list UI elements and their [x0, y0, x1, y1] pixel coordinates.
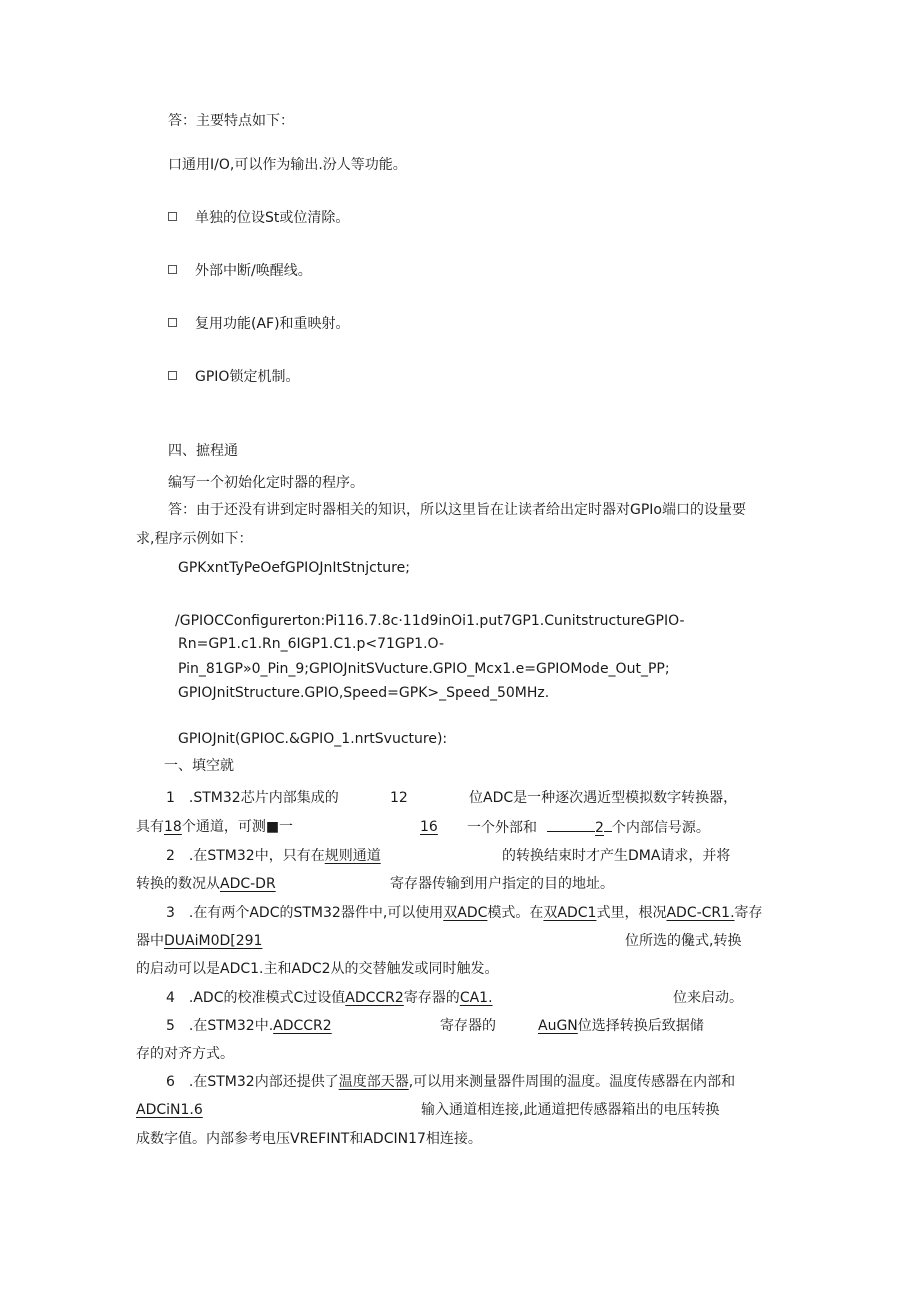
question-text: 成数字值。内部参考电压VREFINT和ADCIN17相连接。 [136, 1131, 482, 1147]
question-text: 位所选的儳式,转换 [625, 933, 742, 949]
bullet-item: GPIO锁定机制。 [168, 367, 299, 387]
question-text: 一个外部和 2 个内部信号源。 [467, 817, 710, 838]
code-line: GPIOJnit(GPIOC.&GPIO_1.nrtSvucture): [178, 731, 448, 747]
answer-value: 2 [595, 820, 604, 836]
answer-value: DUAiM0D[291 [164, 933, 263, 949]
answer-value: 温度部天器 [338, 1074, 409, 1090]
answer-heading: 答：主要特点如下： [168, 113, 294, 129]
question-text: 寄存器的 [440, 1018, 496, 1034]
question-text [136, 1100, 203, 1120]
question-text: 寄存器传输到用户指定的目的地址。 [390, 876, 614, 892]
answer-blank [547, 817, 595, 832]
answer-value: 18 [164, 819, 182, 835]
answer-value: CA1. [459, 990, 493, 1006]
bullet-item: 外部中断/唤醒线。 [168, 261, 312, 281]
section-title: 一、填空就 [164, 758, 234, 774]
code-line: Pin_81GP»0_Pin_9;GPIOJnitSVucture.GPIO_Mcx1.e=GPIOMode_Out_PP; [178, 661, 670, 677]
question-text: 2 .在STM32中，只有在规则通道 [166, 848, 381, 864]
answer-value: ADCiN1.6 [136, 1102, 203, 1118]
question-text: 位ADC是一种逐次遇近型模拟数字转换器， [469, 790, 738, 806]
bullet-item: 复用功能(AF)和重映射。 [168, 314, 350, 334]
question-text: 的启动可以是ADC1.主和ADC2从的交替触发或同时触发。 [136, 961, 499, 977]
question-text: 转换的数况从ADC-DR [136, 876, 276, 892]
answer-text: 答：由于还没有讲到定时器相关的知识，所以这里旨在让读者给出定时器对GPIo端口的设量要 [168, 502, 746, 518]
answer-value: AuGN [538, 1018, 578, 1034]
answer-value: 12 [390, 790, 408, 806]
question-text: AuGN位选择转换后致据储 [538, 1018, 704, 1034]
answer-intro: 口通用I/O,可以作为输出.汾人等功能。 [168, 157, 407, 173]
checkbox-icon [168, 371, 177, 380]
answer-value: ADC-CR1. [666, 905, 735, 921]
question-text: 的转换结束时才产生DMA请求，并将 [502, 848, 731, 864]
question-text: 存的对齐方式。 [136, 1046, 234, 1062]
answer-value: 规则通道 [324, 848, 381, 864]
code-line: GPKxntTyPeOefGPIOJnItStnjcture; [178, 560, 410, 576]
code-line: GPIOJnitStructure.GPIO,Speed=GPK>_Speed_50MHz. [178, 685, 550, 701]
question-text: 输入通道相连接,此通道把传感器箱出的电压转换 [421, 1102, 720, 1118]
checkbox-icon [168, 318, 177, 327]
code-line: /GPIOCConfigurerton:Pi116.7.8c·11d9inOi1.put7GP1.CunitstructureGPIO- [175, 613, 685, 629]
answer-value: ADCCR2 [345, 990, 404, 1006]
question-text: 6 .在STM32内部还提供了温度部天器,可以用来测量器件周围的温度。温度传感器在内部和 [166, 1074, 736, 1090]
question-text: 具有18个通道，可测■一 [136, 819, 294, 835]
question-text: 编写一个初始化定时器的程序。 [168, 475, 364, 491]
answer-value: 16 [420, 819, 438, 835]
question-text: 5 .在STM32中.ADCCR2 [166, 1018, 332, 1034]
checkbox-icon [168, 265, 177, 274]
question-text: 器中DUAiM0D[291 [136, 933, 263, 949]
answer-text: 求,程序示例如下： [136, 531, 253, 547]
question-text: 1 .STM32芯片内部集成的 [166, 790, 339, 806]
answer-value: 双ADC1 [543, 905, 597, 921]
section-title: 四、摭程通 [168, 443, 238, 459]
question-text: 位来启动。 [673, 990, 743, 1006]
answer-value: 双ADC [443, 905, 488, 921]
answer-value: ADCCR2 [273, 1018, 332, 1034]
answer-blank [604, 817, 612, 832]
code-line: Rn=GP1.c1.Rn_6IGP1.C1.p<71GP1.O- [178, 636, 444, 652]
question-text: 4 .ADC的校准模式C过设值ADCCR2寄存器的CA1. [166, 990, 493, 1006]
question-text: 3 .在有两个ADC的STM32器件中,可以使用双ADC模式。在双ADC1式里，根况ADC-CR1.寄存 [166, 905, 763, 921]
answer-value: ADC-DR [220, 876, 276, 892]
checkbox-icon [168, 212, 177, 221]
bullet-item: 单独的位设St或位清除。 [168, 208, 349, 228]
